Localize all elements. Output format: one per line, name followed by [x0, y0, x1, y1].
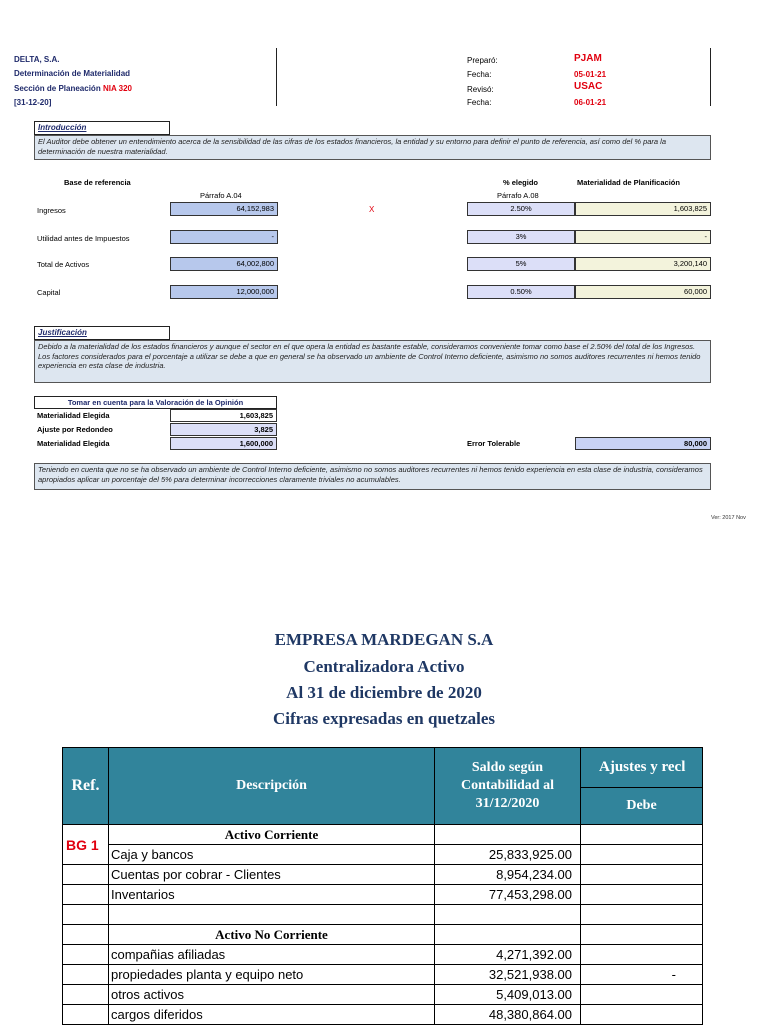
period: [31-12-20] — [14, 98, 52, 107]
ref-code: BG 1 — [63, 825, 109, 865]
footnote-text: Teniendo en cuenta que no se ha observado un ambiente de Control Interno deficiente, asimismo no somos auditores recurrentes ni hemos tenido experiencia en esta clase de industria, consideramos apropiados aplicar un porcentaje del 5% para determinar incorrecciones claramente triviales no acumulables. — [34, 463, 711, 490]
table-row — [63, 945, 703, 965]
mat-value: 60,000 — [575, 285, 711, 299]
ref-cell — [63, 1005, 109, 1025]
header-divider — [276, 48, 277, 106]
row-label: Capital — [37, 288, 61, 297]
section-noncurrent-assets: Activo No Corriente — [109, 925, 435, 945]
table-cell — [109, 905, 435, 925]
row-desc: Inventarios — [109, 885, 435, 905]
intro-label: Introducción — [34, 121, 170, 135]
row-desc: Cuentas por cobrar - Clientes — [109, 865, 435, 885]
error-tolerable-label: Error Tolerable — [467, 439, 521, 448]
mat-value: 3,200,140 — [575, 257, 711, 271]
mat-value: - — [575, 230, 711, 244]
opinion-row-value: 1,603,825 — [170, 409, 277, 422]
col-saldo-header — [435, 748, 581, 825]
table-row — [63, 845, 703, 865]
pct-value: 2.50% — [467, 202, 575, 216]
opinion-row-value: 1,600,000 — [170, 437, 277, 450]
row-saldo: 48,380,864.00 — [435, 1005, 581, 1025]
report-date: Al 31 de diciembre de 2020 — [286, 683, 482, 702]
table-cell — [581, 925, 703, 945]
row-debe — [581, 865, 703, 885]
row-debe — [581, 885, 703, 905]
col-ref-header: Ref. — [63, 748, 109, 825]
header-divider — [710, 48, 711, 106]
opinion-row-label: Ajuste por Redondeo — [37, 425, 113, 434]
base-value: - — [170, 230, 278, 244]
row-saldo: 5,409,013.00 — [435, 985, 581, 1005]
col-desc-header: Descripción — [109, 748, 435, 825]
table-row — [63, 925, 703, 945]
col-saldo-line: 31/12/2020 — [475, 796, 540, 811]
table-cell — [581, 905, 703, 925]
row-debe — [581, 945, 703, 965]
section-prefix: Sección de Planeación — [14, 84, 101, 93]
opinion-title: Tomar en cuenta para la Valoración de la Opinión — [67, 398, 244, 407]
row-debe — [581, 985, 703, 1005]
base-value: 64,152,983 — [170, 202, 278, 216]
col-saldo-line: Saldo según — [471, 760, 544, 775]
company-name: DELTA, S.A. — [14, 55, 60, 64]
reviewed-value: USAC — [574, 81, 603, 92]
row-saldo: 32,521,938.00 — [435, 965, 581, 985]
opinion-row-label: Materialidad Elegida — [37, 411, 110, 420]
table-header-row — [63, 748, 703, 788]
ref-cell — [63, 865, 109, 885]
row-desc: Caja y bancos — [109, 845, 435, 865]
row-label: Ingresos — [37, 206, 66, 215]
row-saldo: 25,833,925.00 — [435, 845, 581, 865]
selected-marker: X — [369, 205, 375, 214]
date2-label: Fecha: — [467, 98, 492, 107]
pct-value: 5% — [467, 257, 575, 271]
base-value: 64,002,800 — [170, 257, 278, 271]
row-label: Total de Activos — [37, 260, 90, 269]
ref-cell — [63, 905, 109, 925]
row-desc: otros activos — [109, 985, 435, 1005]
row-saldo: 77,453,298.00 — [435, 885, 581, 905]
row-debe — [581, 845, 703, 865]
opinion-row-label: Materialidad Elegida — [37, 439, 110, 448]
ref-cell — [63, 885, 109, 905]
date1-value: 05-01-21 — [574, 70, 607, 79]
pct-value: 0.50% — [467, 285, 575, 299]
col-debe-header: Debe — [581, 787, 703, 825]
row-saldo: 4,271,392.00 — [435, 945, 581, 965]
report-title: Centralizadora Activo — [303, 657, 465, 676]
ref-cell — [63, 985, 109, 1005]
row-saldo: 8,954,234.00 — [435, 865, 581, 885]
col-adjust-header: Ajustes y recl — [581, 748, 703, 788]
section-line — [14, 84, 132, 93]
date2-value: 06-01-21 — [574, 98, 607, 107]
version-label: Ver: 2017 Nov — [711, 515, 746, 521]
base-header: Base de referencia — [64, 178, 131, 187]
balance-table — [62, 747, 703, 1025]
base-value: 12,000,000 — [170, 285, 278, 299]
col-saldo-line: Contabilidad al — [461, 778, 554, 793]
row-desc: propiedades planta y equipo neto — [109, 965, 435, 985]
opinion-row-value: 3,825 — [170, 423, 277, 436]
table-row — [63, 825, 703, 845]
table-row — [63, 1005, 703, 1025]
section-code: NIA 320 — [102, 84, 132, 93]
row-debe — [581, 1005, 703, 1025]
table-row — [63, 905, 703, 925]
company-title: EMPRESA MARDEGAN S.A — [274, 630, 494, 649]
prepared-label: Preparó: — [467, 56, 498, 65]
prepared-value: PJAM — [574, 53, 602, 64]
table-cell — [435, 825, 581, 845]
doc-title: Determinación de Materialidad — [14, 69, 131, 78]
opinion-title-box — [34, 396, 277, 409]
table-cell — [435, 925, 581, 945]
row-desc: cargos diferidos — [109, 1005, 435, 1025]
mat-value: 1,603,825 — [575, 202, 711, 216]
error-tolerable-value: 80,000 — [575, 437, 711, 450]
mat-header: Materialidad de Planificación — [577, 178, 680, 187]
pct-header: % elegido — [503, 178, 539, 187]
table-cell — [581, 825, 703, 845]
ref-cell — [63, 925, 109, 945]
table-cell — [435, 905, 581, 925]
justification-label: Justificación — [34, 326, 170, 340]
pct-value: 3% — [467, 230, 575, 244]
table-row — [63, 885, 703, 905]
table-row — [63, 965, 703, 985]
ref-cell — [63, 965, 109, 985]
date1-label: Fecha: — [467, 70, 492, 79]
section-current-assets: Activo Corriente — [109, 825, 435, 845]
justification-text: Debido a la materialidad de los estados financieros y aunque el sector en el que opera la entidad es bastante estable, consideramos conveniente tomar como base el 2.50% del total de los Ingresos. Los factores considerados para el porcentaje a utilizar se debe a que en general se ha observado un ambiente de Control Interno deficiente, asimismo no somos auditores recurrentes ni hemos tenido experiencia en esta clase de industria. — [34, 340, 711, 383]
row-desc: compañias afiliadas — [109, 945, 435, 965]
table-row — [63, 865, 703, 885]
ref-cell — [63, 945, 109, 965]
base-subheader: Párrafo A.04 — [200, 191, 242, 200]
report-currency: Cifras expresadas en quetzales — [272, 709, 496, 728]
row-debe: - — [581, 965, 703, 985]
pct-subheader: Párrafo A.08 — [497, 191, 539, 200]
row-label: Utilidad antes de Impuestos — [37, 234, 130, 243]
reviewed-label: Revisó: — [467, 85, 494, 94]
table-row — [63, 985, 703, 1005]
intro-text: El Auditor debe obtener un entendimiento acerca de la sensibilidad de las cifras de los estados financieros, la entidad y su entorno para definir el punto de referencia, así como del % para la determinación de nuestra materialidad. — [34, 135, 711, 160]
